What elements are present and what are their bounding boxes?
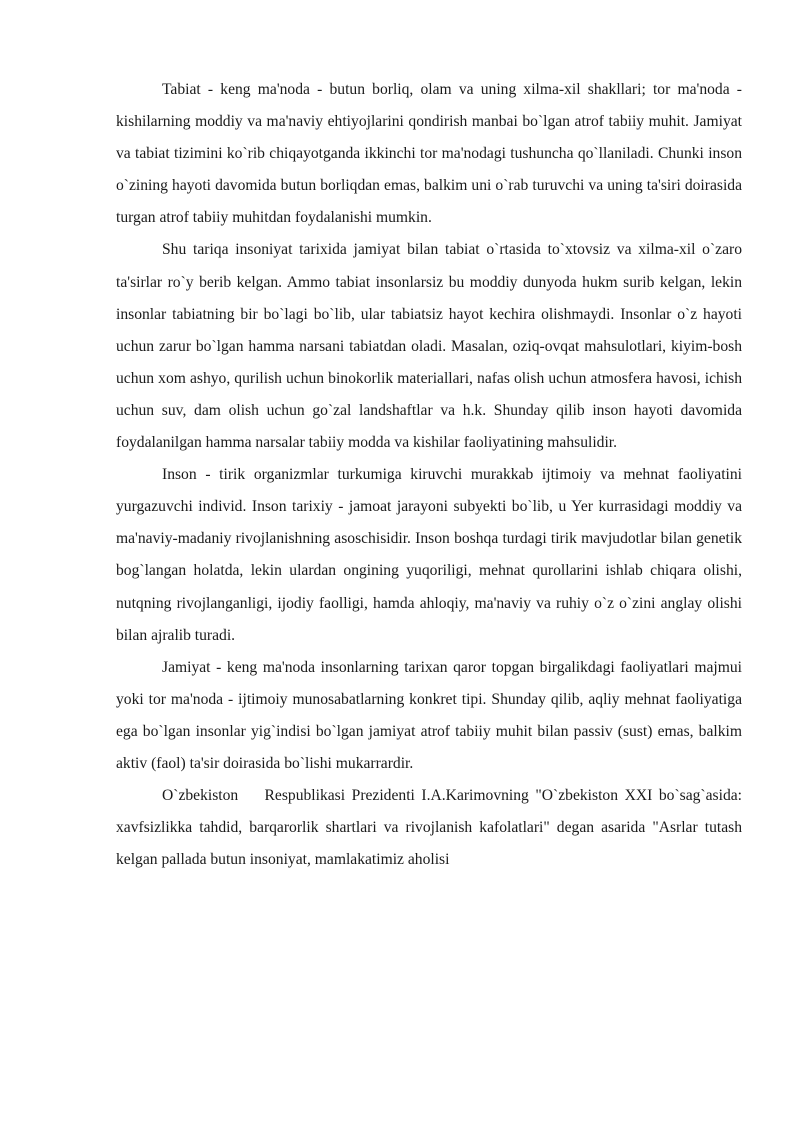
paragraph-ozbekiston: O`zbekiston Respublikasi Prezidenti I.A.Karimovning "O`zbekiston XXI bo`sag`asida: xavfsizlikka tahdid, barqarorlik shartlari va rivojlanish kafolatlari" degan asarida "Asrlar tutash kelgan pallada butun insoniyat, mamlakatimiz aholisi (116, 787, 746, 869)
paragraph-jamiyat: Jamiyat - keng ma'noda insonlarning tarixan qaror topgan birgalikdagi faoliyatlari majmui yoki tor ma'noda - ijtimoiy munosabatlarning konkret tipi. Shunday qilib, aqliy mehnat faoliyatiga ega bo`lgan insonlar yig`indisi bo`lgan jamiyat atrof tabiiy muhit bilan passiv (sust) emas, balkim aktiv (faol) ta'sir doirasida bo`lishi mukarrardir. (116, 658, 742, 772)
paragraph-tabiat: Tabiat - keng ma'noda - butun borliq, olam va uning xilma-xil shakllari; tor ma'noda - kishilarning moddiy va ma'naviy ehtiyojlarini qondirish manbai bo`lgan atrof tabiiy muhit. Jamiyat va tabiat tizimini ko`rib chiqayotganda ikkinchi tor ma'nodagi tushuncha qo`llaniladi. Chunki inson o`zining hayoti davomida butun borliqdan emas, balkim uni o`rab turuvchi va uning ta'siri doirasida turgan atrof tabiiy muhitdan foydalanishi mumkin. (116, 81, 742, 227)
paragraph-shu-tariqa: Shu tariqa insoniyat tarixida jamiyat bilan tabiat o`rtasida to`xtovsiz va xilma-xil o`zaro ta'sirlar ro`y berib kelgan. Ammo tabiat insonlarsiz bu moddiy dunyoda hukm surib kelgan, lekin insonlar tabiatning bir bo`lagi bo`lib, ular tabiatsiz hayot kechira olishmaydi. Insonlar o`z hayoti uchun zarur bo`lgan hamma narsani tabiatdan oladi. Masalan, oziq-ovqat mahsulotlari, kiyim-bosh uchun xom ashyo, qurilish uchun binokorlik materiallari, nafas olish uchun atmosfera havosi, ichish uchun suv, dam olish uchun go`zal landshaftlar va h.k. Shunday qilib inson hayoti davomida foydalanilgan hamma narsalar tabiiy modda va kishilar faoliyatining mahsulidir. (116, 241, 742, 452)
paragraph-inson: Inson - tirik organizmlar turkumiga kiruvchi murakkab ijtimoiy va mehnat faoliyatini yurgazuvchi individ. Inson tarixiy - jamoat jarayoni subyekti bo`lib, u Yer kurrasidagi moddiy va ma'naviy-madaniy rivojlanishning asoschisidir. Inson boshqa turdagi tirik mavjudotlar bilan genetik bog`langan holatda, lekin ulardan ongining yuqoriligi, mehnat qurollarini ishlab chiqara olishi, nutqning rivojlanganligi, ijodiy faolligi, hamda ahloqiy, ma'naviy va ruhiy o`z o`zini anglay olishi bilan ajralib turadi. (116, 466, 742, 644)
document-page (116, 74, 746, 876)
